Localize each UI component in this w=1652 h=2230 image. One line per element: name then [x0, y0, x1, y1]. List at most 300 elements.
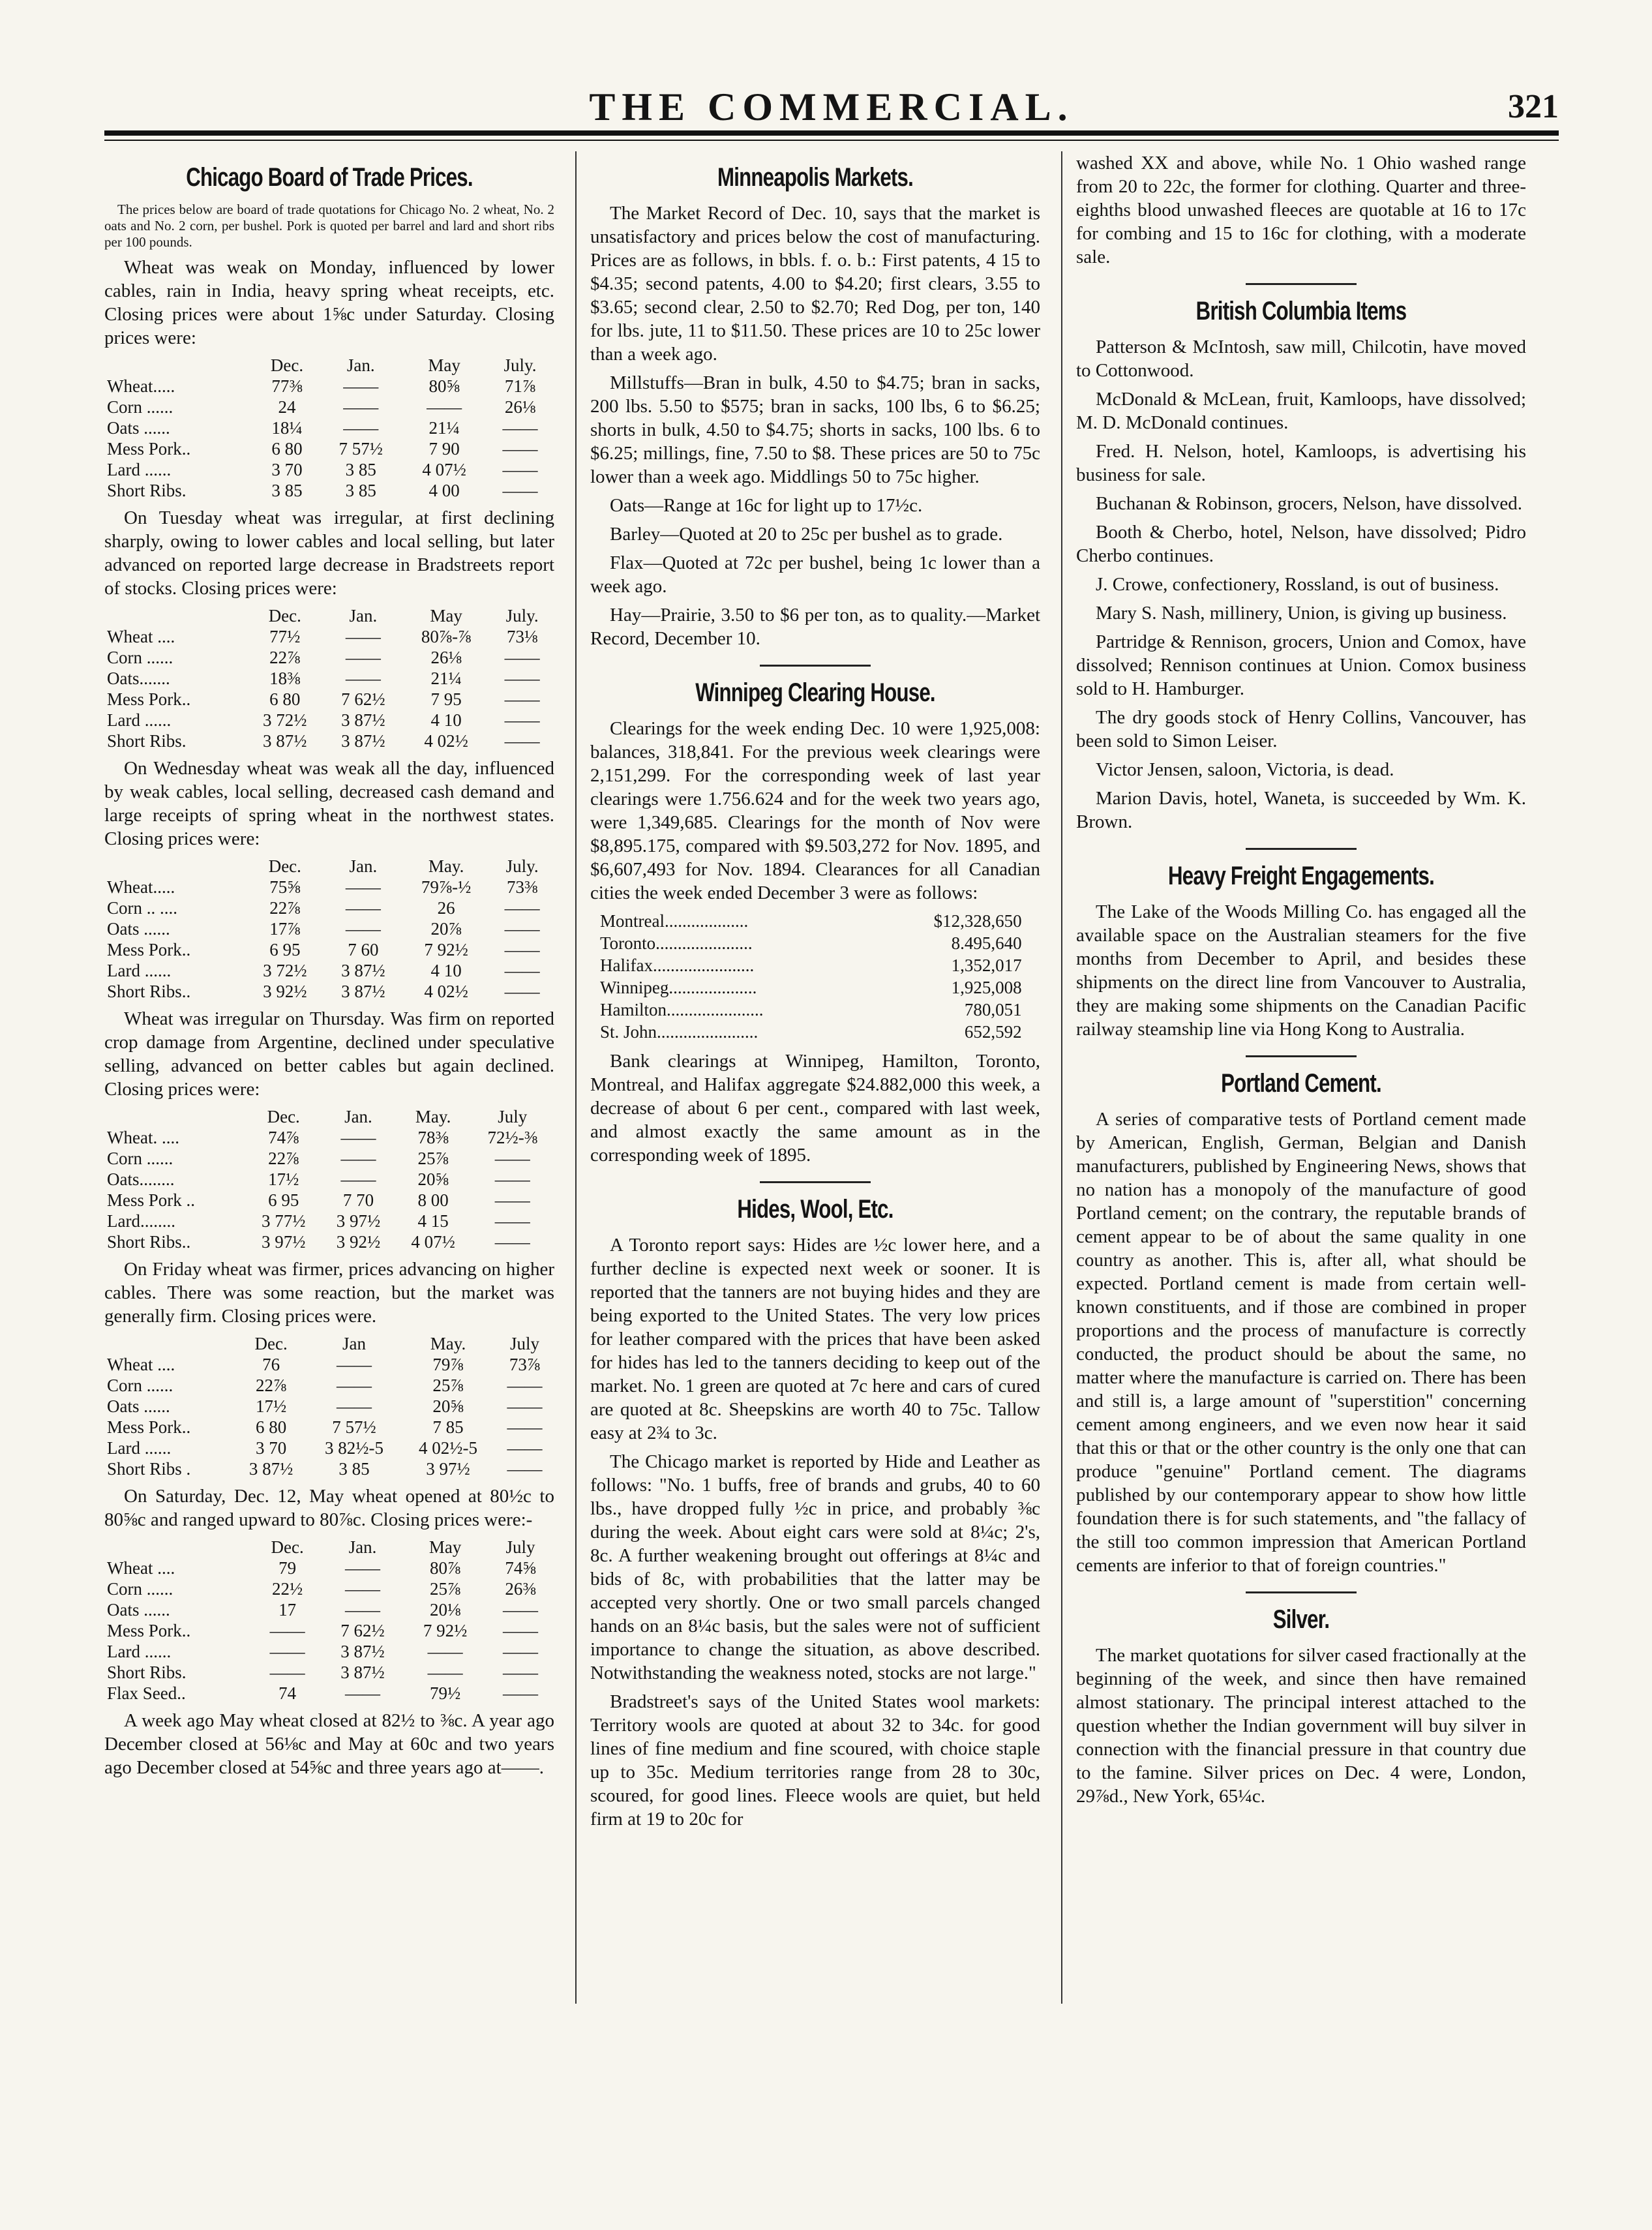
commodity-label: Oats ......: [107, 1600, 170, 1620]
commodity-label: Oats.......: [107, 669, 170, 688]
price-cell: 26⅛: [430, 648, 462, 667]
price-cell: 78⅜: [417, 1128, 449, 1147]
bc-heading: British Columbia Items: [1195, 297, 1407, 325]
price-cell: 77⅜: [271, 376, 303, 396]
column-header: May: [430, 606, 462, 625]
price-cell: 26⅜: [505, 1579, 536, 1599]
price-cell: 6 80: [269, 689, 301, 709]
section-divider: [1246, 1591, 1357, 1593]
city-label: Hamilton......................: [600, 1000, 764, 1019]
clearing-amount: 1,352,017: [951, 956, 1022, 975]
winnipeg-p1: Clearings for the week ending Dec. 10 were 1,925,008: balances, 318,841. For the previous week clearings were 2,151,299. For the corresponding week of last year clearings were 1.756.624 and for the week two years ago, were 1,349,685. Clearings for the month of Nov were $8,895.175, compared with $9.503,272 for Nov. 1895, and $6,607,493 for Nov. 1894. Clearances for all Canadian cities the week ended December 3 were as follows:: [590, 718, 1040, 903]
commodity-label: Wheat.....: [107, 877, 175, 897]
price-cell: 17½: [255, 1396, 287, 1416]
table-row: [104, 397, 554, 417]
commodity-label: Lard ......: [107, 1438, 172, 1458]
price-cell: 6 80: [255, 1417, 287, 1437]
table-row: [104, 1231, 554, 1252]
price-cell: ——: [504, 940, 540, 959]
commodity-label: Corn ......: [107, 1376, 173, 1395]
table-row: [104, 438, 554, 459]
price-cell: ——: [344, 1579, 380, 1599]
commodity-label: Oats ......: [107, 919, 170, 939]
price-cell: 3 87½: [340, 1663, 385, 1682]
section-divider: [1246, 283, 1357, 285]
price-cell: ——: [502, 1663, 538, 1682]
price-cell: 7 60: [348, 940, 379, 959]
column-header: July: [509, 1334, 539, 1353]
commodity-label: Short Ribs.: [107, 1663, 187, 1682]
price-cell: 7 62½: [340, 1621, 385, 1640]
price-cell: 4 00: [428, 481, 460, 500]
price-cell: ——: [494, 1211, 530, 1231]
table-row: [104, 376, 554, 397]
table-header-row: [104, 605, 554, 626]
column-2: [590, 151, 1040, 1836]
commodity-label: Short Ribs..: [107, 1232, 191, 1252]
commodity-label: Lard ......: [107, 1642, 172, 1661]
price-cell: ——: [504, 669, 540, 688]
commodity-label: Corn ......: [107, 1579, 173, 1599]
column-header: [104, 856, 246, 877]
column-header: Jan.: [346, 355, 375, 375]
price-cell: 17½: [268, 1169, 299, 1189]
column-3: [1076, 151, 1526, 1813]
chicago-closing-text: A week ago May wheat closed at 82½ to ⅜c. A year ago December closed at 56⅛c and May at 60c and two years ago December closed at 54⅝c and three years ago at——.: [104, 1710, 554, 1778]
table-row: [104, 1354, 554, 1375]
table-row: [104, 1662, 554, 1683]
table-row: [104, 1396, 554, 1417]
price-cell: 24: [278, 397, 296, 417]
price-cell: 74: [278, 1683, 297, 1703]
table-row: [104, 417, 554, 438]
price-cell: ——: [269, 1663, 305, 1682]
price-cell: ——: [502, 1642, 538, 1661]
table-row: [104, 1558, 554, 1578]
price-cell: ——: [343, 397, 379, 417]
freight-p1: The Lake of the Woods Milling Co. has engaged all the available space on the Australian steamers for the five months from December to April, and besides these shipments on the direct line from Vancouver to Australia, they are making some shipments on the Canadian Pacific railway steamship line via Hong Kong to Australia.: [1076, 901, 1526, 1040]
price-cell: 3 87½: [341, 961, 385, 980]
table-row: [599, 1021, 1023, 1043]
commodity-label: Flax Seed..: [107, 1683, 186, 1703]
price-cell: ——: [337, 1376, 372, 1395]
price-cell: 74⅞: [268, 1128, 299, 1147]
commodity-label: Corn ......: [107, 648, 173, 667]
column-header: May.: [428, 856, 464, 876]
table-row: [104, 647, 554, 668]
commodity-label: Mess Pork ..: [107, 1190, 196, 1210]
price-cell: 73⅛: [507, 627, 538, 646]
price-cell: 7 57½: [338, 439, 383, 459]
price-cell: ——: [502, 439, 538, 459]
price-cell: 6 95: [268, 1190, 299, 1210]
table-row: [104, 1683, 554, 1704]
column-header: Dec.: [268, 856, 301, 876]
price-cell: 3 87½: [263, 731, 307, 751]
table-header-row: [104, 856, 554, 877]
price-cell: 7 90: [428, 439, 460, 459]
cement-heading: Portland Cement.: [1221, 1069, 1381, 1098]
price-cell: 77½: [269, 627, 301, 646]
commodity-label: Mess Pork..: [107, 1417, 191, 1437]
price-cell: 3 92½: [336, 1232, 381, 1252]
chicago-thursday-text: Wheat was irregular on Thursday. Was firm on reported crop damage from Argentine, declined under speculative selling, advanced on better cables but again declined. Closing prices were:: [104, 1008, 554, 1100]
list-item: Mary S. Nash, millinery, Union, is giving up business.: [1096, 603, 1507, 624]
price-cell: ——: [345, 919, 381, 939]
price-cell: 7 57½: [332, 1417, 376, 1437]
price-cell: ——: [427, 1642, 463, 1661]
table-header-row: [104, 1333, 554, 1354]
list-item: Victor Jensen, saloon, Victoria, is dead.: [1096, 759, 1394, 780]
city-label: St. John.......................: [600, 1022, 758, 1042]
price-cell: 7 62½: [341, 689, 385, 709]
commodity-label: Wheat. ....: [107, 1128, 179, 1147]
price-cell: 7 95: [430, 689, 462, 709]
commodity-label: Corn ......: [107, 397, 173, 417]
price-cell: 21¼: [428, 418, 460, 438]
price-cell: 26: [437, 898, 455, 918]
column-header: May.: [415, 1107, 451, 1126]
commodity-label: Mess Pork..: [107, 439, 191, 459]
header-rule-thin: [104, 140, 1559, 141]
price-cell: 18⅜: [269, 669, 301, 688]
table-row: [104, 939, 554, 960]
price-cell: 21¼: [430, 669, 462, 688]
column-header: July.: [503, 355, 537, 375]
column-rule-1: [575, 151, 577, 2004]
price-cell: ——: [345, 669, 381, 688]
column-header: July.: [505, 606, 539, 625]
table-row: [104, 1211, 554, 1231]
price-cell: 3 87½: [341, 731, 385, 751]
list-item: McDonald & McLean, fruit, Kamloops, have dissolved; M. D. McDonald continues.: [1076, 389, 1526, 433]
bc-items-list: [1076, 335, 1526, 834]
price-cell: 80⅝: [428, 376, 460, 396]
table-header-row: [104, 355, 554, 376]
commodity-label: Wheat ....: [107, 1355, 175, 1374]
clearing-amount: 8.495,640: [951, 933, 1022, 953]
price-cell: 3 72½: [263, 710, 307, 730]
wool-continued: washed XX and above, while No. 1 Ohio washed range from 20 to 22c, the former for clothing. Quarter and three-eighths blood unwashed fleeces are quotable at 16 to 17c for combing and 15 to 16c for clothing, with a moderate sale.: [1076, 153, 1526, 267]
section-divider: [1246, 1055, 1357, 1057]
list-item: Marion Davis, hotel, Waneta, is succeeded by Wm. K. Brown.: [1076, 788, 1526, 832]
price-cell: ——: [344, 1558, 380, 1578]
price-cell: ——: [494, 1169, 530, 1189]
list-item: Partridge & Rennison, grocers, Union and Comox, have dissolved; Rennison continues at Union. Comox business sold to H. Hamburger.: [1076, 631, 1526, 699]
price-cell: 71⅞: [504, 376, 536, 396]
price-cell: 25⅞: [429, 1579, 461, 1599]
commodity-label: Short Ribs.: [107, 731, 187, 751]
price-cell: ——: [345, 898, 381, 918]
winnipeg-heading: Winnipeg Clearing House.: [695, 678, 935, 707]
table-row: [104, 1417, 554, 1438]
chicago-monday-text: Wheat was weak on Monday, influenced by lower cables, rain in India, heavy spring wheat receipts, etc. Closing prices were about 1⅝c under Saturday. Closing prices were:: [104, 257, 554, 348]
table-row: [599, 976, 1023, 999]
price-cell: ——: [340, 1169, 376, 1189]
price-cell: 4 10: [430, 961, 462, 980]
price-cell: 3 97½: [426, 1459, 470, 1479]
price-cell: ——: [504, 961, 540, 980]
column-header: Jan.: [349, 856, 378, 876]
price-cell: 79⅞: [432, 1355, 464, 1374]
table-row: [104, 918, 554, 939]
table-row: [104, 897, 554, 918]
price-cell: ——: [507, 1459, 543, 1479]
price-cell: 22⅞: [255, 1376, 287, 1395]
table-row: [104, 1169, 554, 1190]
commodity-label: Corn ......: [107, 1149, 173, 1168]
table-row: [104, 1190, 554, 1211]
hides-p1: A Toronto report says: Hides are ½c lower here, and a further decline is expected next week or sooner. It is reported that the tanners are not buying hides and they are being exported to the United States. The very low prices for leather compared with the prices that have been asked for hides has led to the tanners deciding to keep out of the market. No. 1 green are quoted at 7c here and cars of cured are quoted at 8c. Sheepskins are worth 40 to 75c. Tallow easy at 2¾ to 3c.: [590, 1235, 1040, 1443]
price-cell: 4 07½: [422, 460, 466, 479]
column-header: [104, 1537, 254, 1558]
price-cell: ——: [507, 1417, 543, 1437]
price-cell: ——: [344, 1600, 380, 1620]
clearing-amount: $12,328,650: [933, 911, 1022, 931]
price-cell: ——: [504, 982, 540, 1001]
chicago-heading: Chicago Board of Trade Prices.: [186, 163, 473, 192]
table-row: [104, 981, 554, 1002]
section-divider: [1246, 848, 1357, 850]
price-cell: 17⅞: [269, 919, 301, 939]
column-header: [104, 1106, 246, 1127]
column-header: Jan.: [349, 606, 378, 625]
price-cell: ——: [504, 898, 540, 918]
price-cell: ——: [507, 1438, 543, 1458]
price-cell: ——: [345, 627, 381, 646]
table-row: [599, 954, 1023, 976]
section-divider: [760, 665, 871, 667]
cement-p1: A series of comparative tests of Portland cement made by American, English, German, Belgian and Danish manufacturers, published by Engineering News, shows that no nation has a monopoly of the manufacture of good Portland cement; on the contrary, the reputable brands of cement appear to be of about the same quality in one country as another. This is, after all, what should be expected. Portland cement is made from certain well-known constituents, and if those are combined in proper proportions and the process of manufacture is correctly conducted, the product should be about the same, no matter where the manufacture is carried on. There has been and still is, a large amount of "superstition" concerning cement among engineers, and we even now hear it said that this or that or the other country is the only one that can produce "genuine" Portland cement. The diagrams published by our contemporary appear to show how little foundation there is for such statements, and "the fallacy of the still too common impression that American Portland cements are inferior to that of foreign countries.": [1076, 1109, 1526, 1576]
list-item: The dry goods stock of Henry Collins, Vancouver, has been sold to Simon Leiser.: [1076, 707, 1526, 751]
price-cell: ——: [345, 877, 381, 897]
price-cell: ——: [504, 648, 540, 667]
clearing-amount: 652,592: [964, 1022, 1022, 1042]
price-cell: 20⅛: [429, 1600, 461, 1620]
table-row: [104, 1375, 554, 1396]
price-cell: 3 87½: [341, 710, 385, 730]
minneapolis-p6: Hay—Prairie, 3.50 to $6 per ton, as to quality.—Market Record, December 10.: [590, 605, 1040, 649]
price-cell: ——: [502, 481, 538, 500]
price-cell: ——: [269, 1621, 305, 1640]
table-row: [104, 710, 554, 731]
chicago-tuesday-text: On Tuesday wheat was irregular, at first declining sharply, owing to lower cables and local selling, but later advanced on reported large decrease in Bradstreets report of stocks. Closing prices were:: [104, 507, 554, 599]
column-header: May: [428, 355, 460, 375]
price-cell: ——: [507, 1376, 543, 1395]
price-cell: ——: [502, 1621, 538, 1640]
price-cell: 4 02½: [424, 982, 468, 1001]
price-cell: ——: [340, 1128, 376, 1147]
commodity-label: Mess Pork..: [107, 940, 191, 959]
price-cell: 73⅜: [507, 877, 538, 897]
price-cell: 22⅞: [268, 1149, 299, 1168]
price-cell: 7 70: [342, 1190, 374, 1210]
commodity-label: Oats ......: [107, 1396, 170, 1416]
price-cell: ——: [337, 1396, 372, 1416]
commodity-label: Oats ......: [107, 418, 170, 438]
commodity-label: Wheat ....: [107, 1558, 175, 1578]
price-cell: ——: [269, 1642, 305, 1661]
price-cell: 4 02½: [424, 731, 468, 751]
price-cell: 3 97½: [336, 1211, 381, 1231]
column-rule-2: [1061, 151, 1062, 2004]
price-cell: 74⅝: [505, 1558, 536, 1578]
price-cell: 3 92½: [263, 982, 307, 1001]
table-row: [104, 960, 554, 981]
list-item: J. Crowe, confectionery, Rossland, is out of business.: [1096, 574, 1499, 595]
chicago-intro: The prices below are board of trade quotations for Chicago No. 2 wheat, No. 2 oats and No. 2 corn, per bushel. Pork is quoted per barrel and lard and short ribs per 100 pounds.: [104, 202, 554, 250]
price-cell: 4 15: [417, 1211, 449, 1231]
header-rule: [104, 130, 1559, 136]
price-table-tuesday: [104, 605, 554, 751]
price-cell: 25⅞: [432, 1376, 464, 1395]
price-cell: 18¼: [271, 418, 303, 438]
price-cell: 76: [262, 1355, 280, 1374]
price-cell: 26⅛: [504, 397, 536, 417]
silver-heading: Silver.: [1272, 1605, 1330, 1634]
hides-p3: Bradstreet's says of the United States wool markets: Territory wools are quoted at about 32 to 34c. for good lines of fine medium and fine scoured, with choice staple up to 35c. Medium territories range from 28 to 30c, scoured, for good lines. Fleece wools are quiet, but held firm at 19 to 20c for: [590, 1691, 1040, 1830]
hides-p2: The Chicago market is reported by Hide and Leather as follows: "No. 1 buffs, free of brands and grubs, 40 to 60 lbs., have dropped fully ½c in price, and probably ⅜c during the week. About eight cars were sold at 8¼c; 2's, 8c. A further weakening brought out offerings at 8¼c and bids of 8c, with probabilities that the latter may be accepted very shortly. One or two small parcels changed hands on an 8¼c basis, but the sales were not of sufficient importance to change the situation, as above described. Notwithstanding the weakness noted, stocks are not large.": [590, 1451, 1040, 1683]
price-cell: 72½-⅜: [487, 1128, 538, 1147]
price-cell: ——: [345, 648, 381, 667]
list-item: Booth & Cherbo, hotel, Nelson, have dissolved; Pidro Cherbo continues.: [1076, 522, 1526, 566]
price-cell: ——: [502, 460, 538, 479]
price-cell: 79⅞-½: [421, 877, 472, 897]
table-row: [599, 910, 1023, 932]
price-cell: 3 87½: [248, 1459, 293, 1479]
table-header-row: [104, 1537, 554, 1558]
masthead-title: THE COMMERCIAL.: [589, 85, 1074, 128]
table-row: [104, 1578, 554, 1599]
winnipeg-p2: Bank clearings at Winnipeg, Hamilton, Toronto, Montreal, and Halifax aggregate $24.882,000 this week, a decrease of about 6 per cent., compared with last week, and almost exactly the same amount as in the corresponding week of 1895.: [590, 1051, 1040, 1166]
chicago-wednesday-text: On Wednesday wheat was weak all the day, influenced by weak cables, local selling, decreased cash demand and large receipts of spring wheat in the northwest states. Closing prices were:: [104, 758, 554, 849]
minneapolis-heading: Minneapolis Markets.: [717, 163, 913, 192]
column-header: Dec.: [254, 1334, 288, 1353]
table-row: [104, 877, 554, 897]
column-header: [104, 605, 246, 626]
column-header: July.: [505, 856, 539, 876]
table-row: [104, 731, 554, 751]
price-cell: 3 70: [255, 1438, 287, 1458]
section-divider: [760, 1181, 871, 1183]
commodity-label: Lard ......: [107, 460, 172, 479]
minneapolis-p3: Oats—Range at 16c for light up to 17½c.: [610, 495, 923, 516]
price-cell: 3 77½: [261, 1211, 306, 1231]
price-cell: 79: [278, 1558, 297, 1578]
freight-heading: Heavy Freight Engagements.: [1168, 862, 1434, 890]
minneapolis-p2: Millstuffs—Bran in bulk, 4.50 to $4.75; bran in sacks, 200 lbs. 5.50 to $575; bran in sacks, 100 lbs, 6 to $6.25; shorts in bulk, 4.50 to $4.75; shorts in sacks, 100 lbs. 6 to $6.25; millings, fine, 7.50 to $8. These prices are 50 to 75c lower than a week ago. Middlings 50 to 75c higher.: [590, 372, 1040, 487]
commodity-label: Oats........: [107, 1169, 175, 1189]
price-cell: 25⅞: [417, 1149, 449, 1168]
price-cell: 75⅝: [269, 877, 301, 897]
list-item: Patterson & McIntosh, saw mill, Chilcotin, have moved to Cottonwood.: [1076, 337, 1526, 381]
commodity-label: Lard ......: [107, 961, 172, 980]
price-cell: 22⅞: [269, 648, 301, 667]
masthead: [104, 78, 1559, 137]
price-cell: ——: [343, 376, 379, 396]
column-header: Dec.: [271, 1537, 304, 1557]
price-cell: 7 92½: [424, 940, 468, 959]
price-cell: 7 92½: [423, 1621, 468, 1640]
price-cell: 3 87½: [341, 982, 385, 1001]
table-row: [599, 932, 1023, 954]
price-cell: ——: [494, 1232, 530, 1252]
price-cell: ——: [502, 1600, 538, 1620]
price-cell: 7 85: [432, 1417, 464, 1437]
column-header: Jan.: [348, 1537, 377, 1557]
table-row: [104, 1620, 554, 1641]
column-header: May: [428, 1537, 462, 1557]
column-header: Dec.: [268, 606, 301, 625]
price-cell: 8 00: [417, 1190, 449, 1210]
price-cell: ——: [494, 1190, 530, 1210]
price-cell: 20⅝: [432, 1396, 464, 1416]
price-cell: 4 07½: [411, 1232, 455, 1252]
table-row: [104, 1148, 554, 1169]
price-cell: 3 70: [271, 460, 303, 479]
price-cell: 20⅝: [417, 1169, 449, 1189]
chicago-friday-text: On Friday wheat was firmer, prices advancing on higher cables. There was some reaction, but the market was generally firm. Closing prices were.: [104, 1259, 554, 1327]
column-header: [104, 1333, 235, 1354]
price-cell: 3 87½: [340, 1642, 385, 1661]
city-label: Winnipeg....................: [600, 978, 757, 997]
price-cell: 22⅞: [269, 898, 301, 918]
column-header: Jan.: [344, 1107, 372, 1126]
price-cell: 17: [278, 1600, 297, 1620]
clearings-table: [599, 910, 1023, 1043]
price-cell: 73⅞: [509, 1355, 541, 1374]
price-cell: 3 85: [271, 481, 303, 500]
price-table-monday: [104, 355, 554, 501]
price-cell: 22½: [271, 1579, 303, 1599]
price-cell: ——: [502, 1683, 538, 1703]
commodity-label: Short Ribs .: [107, 1459, 191, 1479]
table-row: [104, 689, 554, 710]
price-cell: 3 85: [345, 460, 376, 479]
commodity-label: Mess Pork..: [107, 689, 191, 709]
price-cell: 6 95: [269, 940, 301, 959]
price-cell: 3 82½-5: [325, 1438, 384, 1458]
table-row: [599, 999, 1023, 1021]
price-cell: 79½: [429, 1683, 461, 1703]
price-cell: ——: [340, 1149, 376, 1168]
commodity-label: Wheat ....: [107, 627, 175, 646]
price-cell: 80⅞: [429, 1558, 461, 1578]
commodity-label: Mess Pork..: [107, 1621, 191, 1640]
price-cell: 4 02½-5: [418, 1438, 477, 1458]
price-cell: 3 72½: [263, 961, 307, 980]
list-item: Buchanan & Robinson, grocers, Nelson, have dissolved.: [1096, 493, 1523, 514]
price-cell: ——: [343, 418, 379, 438]
column-header: [104, 355, 255, 376]
commodity-label: Wheat.....: [107, 376, 175, 396]
price-cell: ——: [504, 710, 540, 730]
table-row: [104, 480, 554, 501]
price-cell: ——: [494, 1149, 530, 1168]
price-cell: 3 97½: [261, 1232, 306, 1252]
table-row: [104, 668, 554, 689]
column-header: May.: [430, 1334, 466, 1353]
price-cell: ——: [427, 1663, 463, 1682]
minneapolis-p1: The Market Record of Dec. 10, says that the market is unsatisfactory and prices below the cost of manufacturing. Prices are as follows, in bbls. f. o. b.: First patents, 4 15 to $4.35; second patents, 4.00 to $4.20; first clears, 3.55 to $3.65; second clear, 2.50 to $2.70; Red Dog, per ton, 140 for lbs. jute, 11 to $11.50. These prices are 10 to 25c lower than a week ago.: [590, 203, 1040, 365]
column-header: July: [498, 1107, 528, 1126]
table-row: [104, 1599, 554, 1620]
column-header: Jan: [342, 1334, 367, 1353]
column-header: July: [505, 1537, 535, 1557]
price-cell: ——: [344, 1683, 380, 1703]
price-cell: ——: [507, 1396, 543, 1416]
commodity-label: Short Ribs..: [107, 982, 191, 1001]
